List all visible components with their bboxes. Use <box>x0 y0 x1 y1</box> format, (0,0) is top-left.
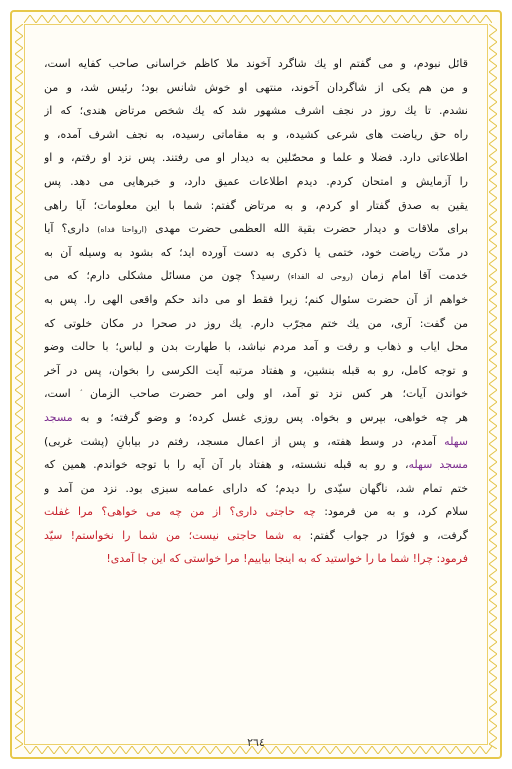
text-segment: یقین به صدق گفتار او كردم، و به مرتاض گفتم: شما با این معلومات؛ آیا راهی <box>44 198 468 212</box>
text-segment: هر چه خواهی، بپرس و بخواه. پس روزی غسل كرده؛ و وضو گرفته؛ و به <box>72 410 468 424</box>
text-segment: سلام كرد، و به من فرمود: <box>315 505 468 519</box>
border-pattern-right <box>489 24 497 749</box>
text-line <box>44 241 468 265</box>
text-line <box>44 382 468 406</box>
text-line <box>44 453 468 477</box>
text-line <box>44 264 468 288</box>
text-line <box>44 170 468 194</box>
text-segment: و من هم یكی از شاگردان آخوند، منتهی او خوش شانس بود؛ رئیس شد، و من <box>44 80 468 94</box>
text-segment: اطلاعاتی دارد. فضلا و علما و محصّلین به دیدار او می رفتند. پس نزد او رفتم، و او <box>44 151 468 165</box>
text-segment: گرفت، و فورًا در جواب گفتم: <box>301 528 468 542</box>
text-line <box>44 500 468 524</box>
text-segment: رسید؟ چون من مسائل مشكلی دارم؛ كه می <box>44 269 288 283</box>
text-line <box>44 477 468 501</box>
honorific-note: (روحی له الفداء) <box>287 272 354 282</box>
text-line <box>44 547 468 571</box>
text-line <box>44 406 468 430</box>
border-pattern-top <box>24 15 492 23</box>
text-line <box>44 359 468 383</box>
text-line <box>44 194 468 218</box>
highlighted-place-name: سهله <box>444 434 468 448</box>
highlighted-quote: چه حاجتی داری؟ از من چه می خواهی؟ مرا غفلت <box>44 505 316 519</box>
text-segment: است، <box>44 387 81 401</box>
text-segment: داری؟ آیا <box>44 222 98 236</box>
highlighted-quote: فرمود: چرا! شما ما را خواستید كه به اینجا بیاییم! مرا خواستی كه این جا آمدی! <box>106 552 468 566</box>
honorific-note: (ارواحنا فداه) <box>97 225 148 235</box>
text-line <box>44 76 468 100</box>
text-line <box>44 123 468 147</box>
text-line <box>44 99 468 123</box>
text-line <box>44 146 468 170</box>
text-segment: را آزمایش و امتحان كردم. دیدم اطلاعات عمیق دارد، و خبرهایی می دهد. پس <box>44 174 468 188</box>
text-line <box>44 524 468 548</box>
page-number: ٢٦٤ <box>247 736 265 749</box>
text-line <box>44 52 468 76</box>
text-segment: محل ایاب و ذهاب و رفت و آمد مردم نباشد، با طهارت بدن و لباس؛ با حالت وضو <box>44 340 468 354</box>
text-line <box>44 288 468 312</box>
text-segment: و توجه كامل، رو به قبله بنشین، و هفتاد مرتبه آیت الكرسی را بخوان، پس در آخر <box>44 363 468 377</box>
highlighted-quote: به شما حاجتی نیست؛ من شما را نخواستم! سیّد <box>44 528 302 542</box>
text-segment: نشدم. تا یك روز در نجف اشرف مشهور شد كه یك شخص مرتاض هندی؛ كه از <box>44 104 468 118</box>
text-segment: در مدّت ریاضت خود، ختمی یا ذكری به دست آورده اید؛ كه بشود به وسیله آن به <box>44 245 468 259</box>
body-text <box>44 52 468 571</box>
text-segment: من گفت: آری، من یك ختم مجرّب دارم. یك روز در صحرا در مكان خلوتی كه <box>44 316 468 330</box>
text-line <box>44 312 468 336</box>
text-line <box>44 335 468 359</box>
highlighted-place-name: مسجد سهله <box>408 458 468 472</box>
text-segment: ختم تمام شد، ناگهان سیّدی را دیدم؛ كه دارای عمامه سبزی بود. نزد من آمد و <box>44 481 468 495</box>
highlighted-place-name: مسجد <box>44 410 73 424</box>
text-segment: خواندن آیات؛ هر كس نزد تو آمد، او ولی امر حضرت صاحب الزمان <box>80 387 468 401</box>
border-pattern-left <box>15 24 23 749</box>
text-segment: خواهم از آن حضرت سئوال كنم؛ زیرا فقط او می داند حكم واقعی الهی را. پس به <box>44 292 468 306</box>
text-segment: راه حق ریاضت های شرعی كشیده، و به مقاماتی رسیده، به نجف اشرف آمده، و <box>44 127 468 141</box>
text-segment: برای ملاقات و دیدار حضرت بقیة الله العظمی حضرت مهدی <box>147 222 468 236</box>
text-line <box>44 430 468 454</box>
text-segment: خدمت آقا امام زمان <box>353 269 468 283</box>
text-segment: ، و رو به قبله نشسته، و هفتاد بار آن آیه را با توجه خواندم. همین كه <box>44 458 409 472</box>
text-segment: آمدم، در وسط هفته، و پس از اعمال مسجد، رفتم در بیابانِ (پشت غربی) <box>44 434 445 448</box>
text-segment: قائل نبودم، و می گفتم او یك شاگرد آخوند ملا كاظم خراسانی صاحب كفایه است، <box>44 57 468 70</box>
text-line <box>44 217 468 241</box>
